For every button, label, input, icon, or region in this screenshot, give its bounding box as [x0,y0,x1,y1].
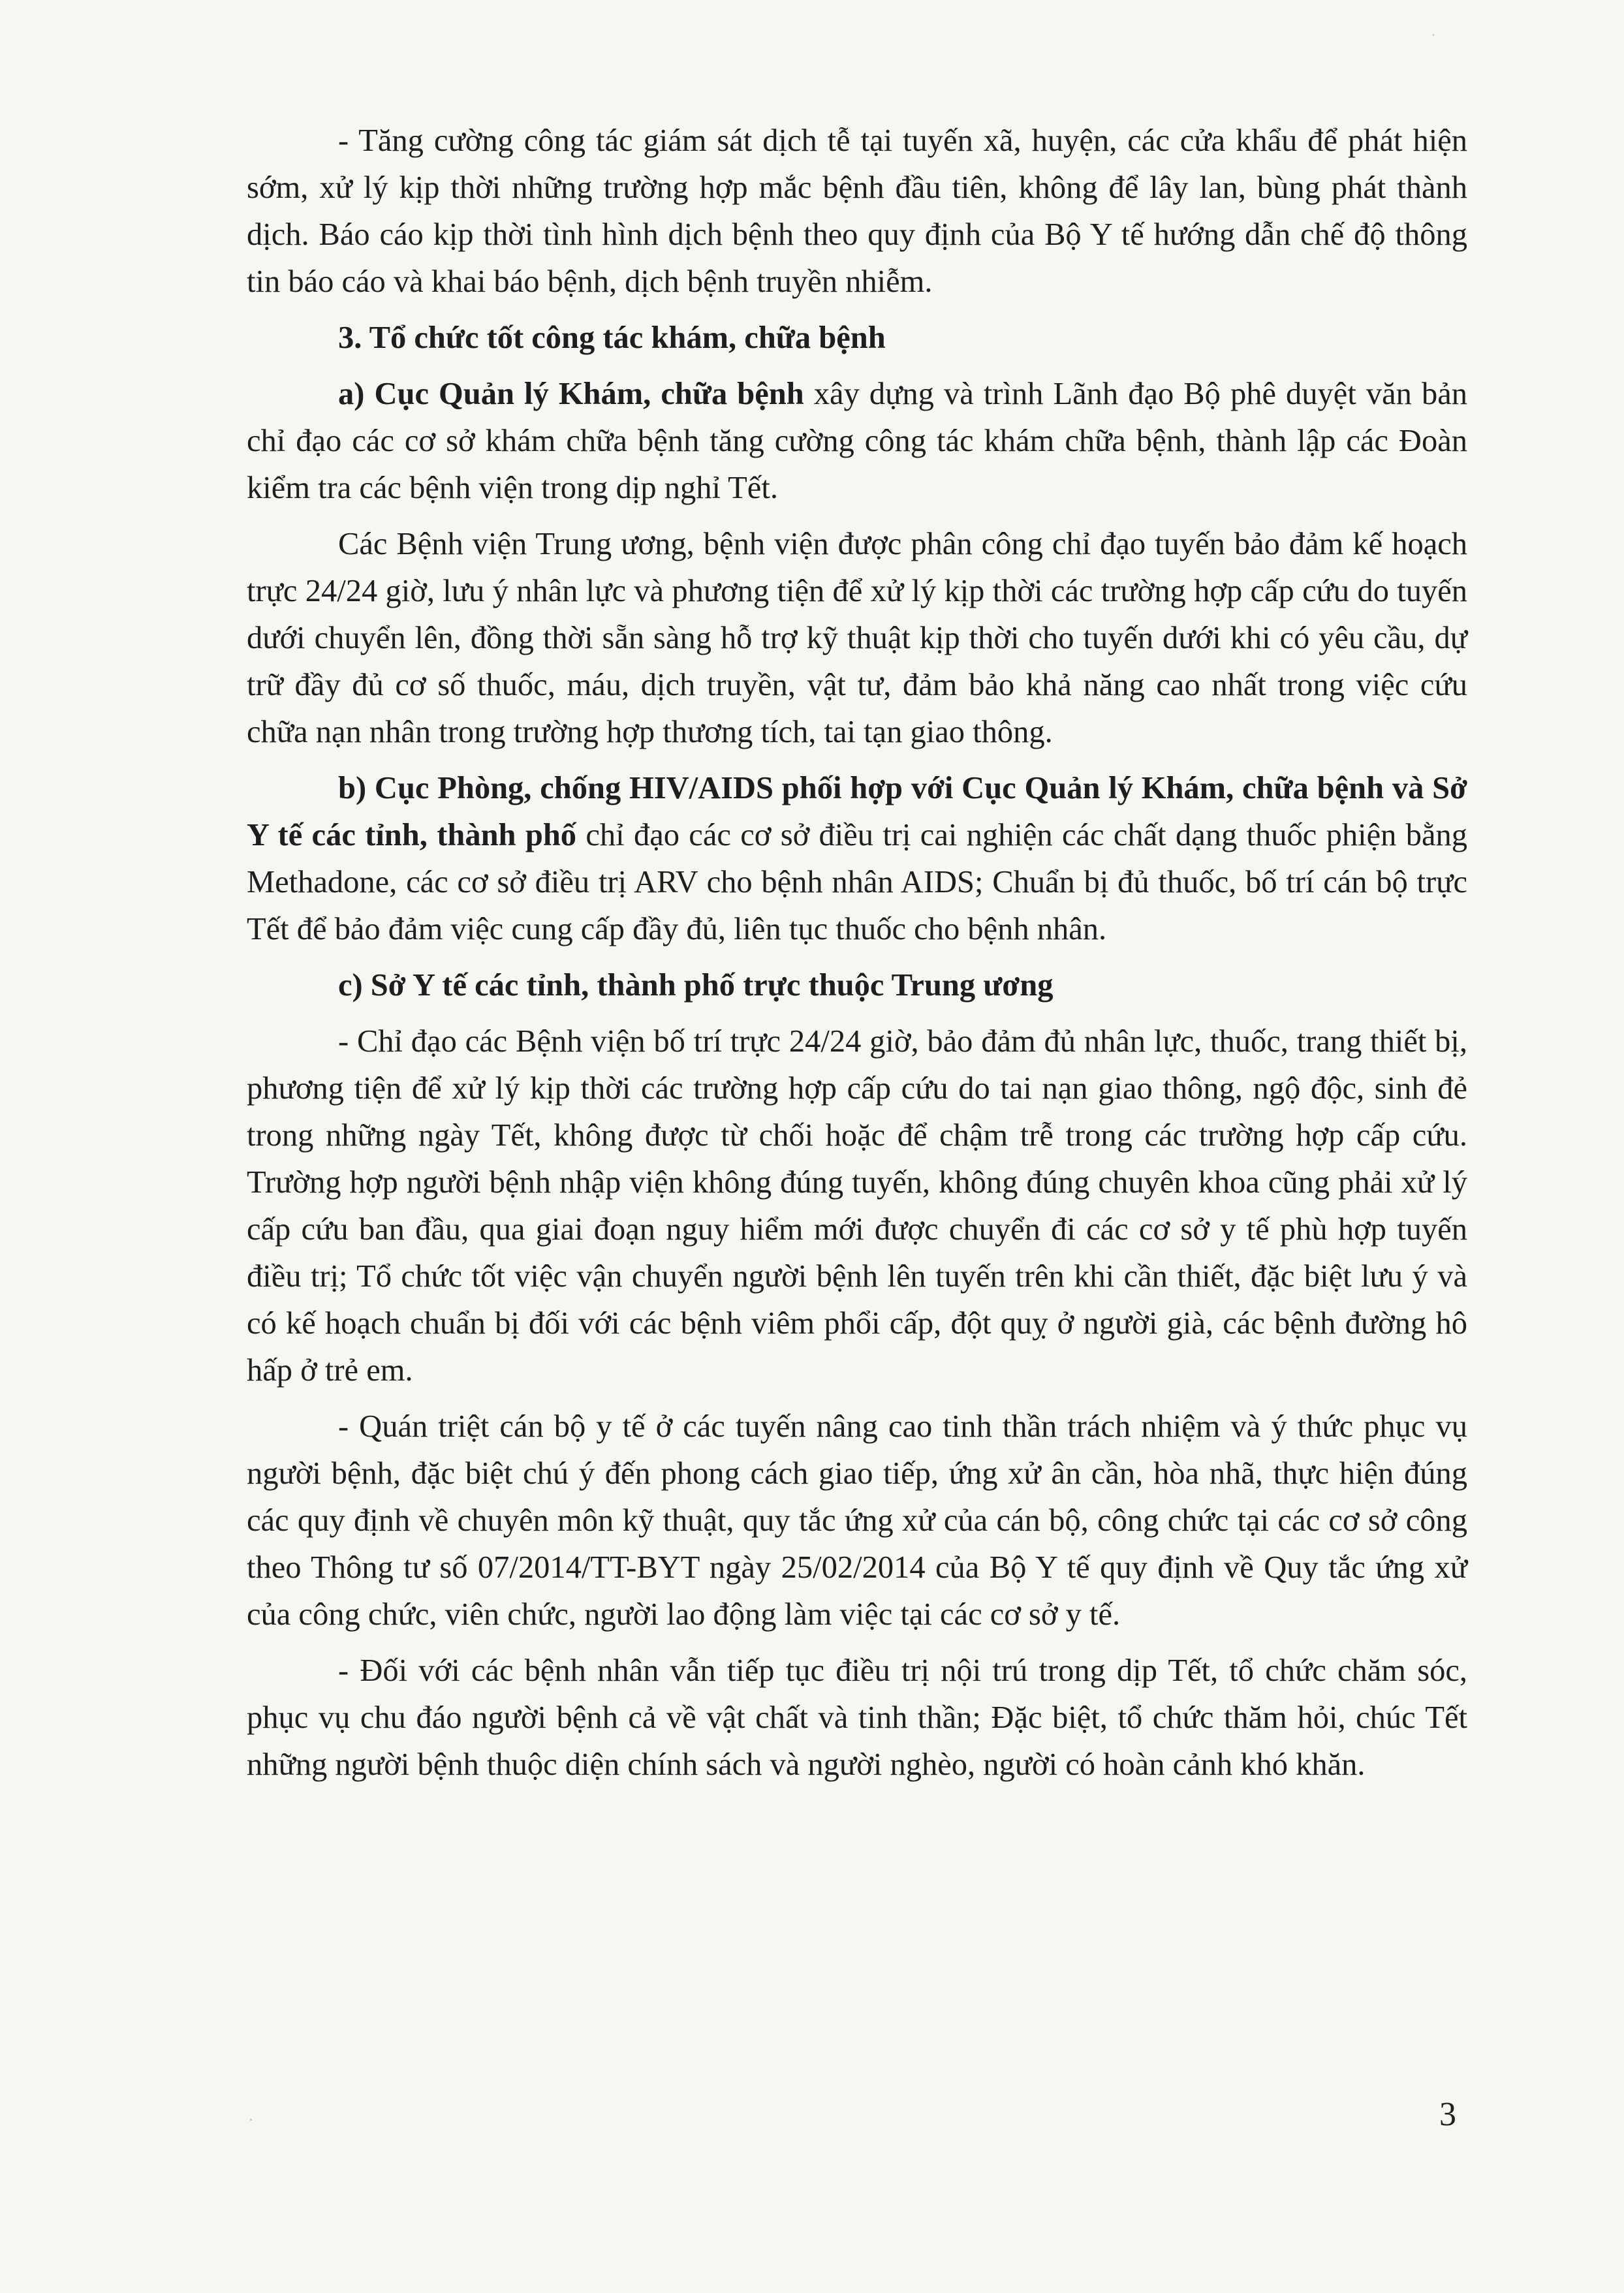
document-body [247,117,1467,1798]
paragraph-surveillance: - Tăng cường công tác giám sát dịch tễ tại tuyến xã, huyện, các cửa khẩu để phát hiện sớm, xử lý kịp thời những trường hợp mắc bệnh đầu tiên, không để lây lan, bùng phát thành dịch. Báo cáo kịp thời tình hình dịch bệnh theo quy định của Bộ Y tế hướng dẫn chế độ thông tin báo cáo và khai báo bệnh, dịch bệnh truyền nhiễm. [247,123,1467,299]
scan-artifact [1433,34,1434,36]
page-number: 3 [1439,2096,1456,2133]
paragraph-c-1: - Chỉ đạo các Bệnh viện bố trí trực 24/24 giờ, bảo đảm đủ nhân lực, thuốc, trang thiết bị, phương tiện để xử lý kịp thời các trường hợp cấp cứu do tai nạn giao thông, ngộ độc, sinh đẻ trong những ngày Tết, không được từ chối hoặc để chậm trễ trong các trường hợp cấp cứu. Trường hợp người bệnh nhập viện không đúng tuyến, không đúng chuyên khoa cũng phải xử lý cấp cứu ban đầu, qua giai đoạn nguy hiểm mới được chuyển đi các cơ sở y tế phù hợp tuyến điều trị; Tổ chức tốt việc vận chuyển người bệnh lên tuyến trên khi cần thiết, đặc biệt lưu ý và có kế hoạch chuẩn bị đối với các bệnh viêm phổi cấp, đột quỵ ở người già, các bệnh đường hô hấp ở trẻ em. [247,1024,1467,1388]
paragraph-c-3: - Đối với các bệnh nhân vẫn tiếp tục điều trị nội trú trong dịp Tết, tổ chức chăm sóc, phục vụ chu đáo người bệnh cả về vật chất và tinh thần; Đặc biệt, tổ chức thăm hỏi, chúc Tết những người bệnh thuộc diện chính sách và người nghèo, người có hoàn cảnh khó khăn. [247,1653,1467,1782]
paragraph-b-lead: b) Cục Phòng, chống HIV/AIDS phối hợp với Cục Quản lý Khám, chữa bệnh và Sở Y tế các tỉnh, thành phố [247,771,1467,852]
subheading-c: c) Sở Y tế các tỉnh, thành phố trực thuộc Trung ương [338,968,1054,1003]
paragraph-c-2: - Quán triệt cán bộ y tế ở các tuyến nâng cao tinh thần trách nhiệm và ý thức phục vụ người bệnh, đặc biệt chú ý đến phong cách giao tiếp, ứng xử ân cần, hòa nhã, thực hiện đúng các quy định về chuyên môn kỹ thuật, quy tắc ứng xử của cán bộ, công chức tại các cơ sở công theo Thông tư số 07/2014/TT-BYT ngày 25/02/2014 của Bộ Y tế quy định về Quy tắc ứng xử của công chức, viên chức, người lao động làm việc tại các cơ sở y tế. [247,1409,1467,1632]
paragraph-central-hospitals: Các Bệnh viện Trung ương, bệnh viện được phân công chỉ đạo tuyến bảo đảm kế hoạch trực 24/24 giờ, lưu ý nhân lực và phương tiện để xử lý kịp thời các trường hợp cấp cứu do tuyến dưới chuyển lên, đồng thời sẵn sàng hỗ trợ kỹ thuật kịp thời cho tuyến dưới khi có yêu cầu, dự trữ đầy đủ cơ số thuốc, máu, dịch truyền, vật tư, đảm bảo khả năng cao nhất trong việc cứu chữa nạn nhân trong trường hợp thương tích, tai tạn giao thông. [247,527,1467,749]
scan-artifact [250,2119,252,2121]
paragraph-a: a) Cục Quản lý Khám, chữa bệnh xây dựng và trình Lãnh đạo Bộ phê duyệt văn bản chỉ đạo các cơ sở khám chữa bệnh tăng cường công tác khám chữa bệnh, thành lập các Đoàn kiểm tra các bệnh viện trong dịp nghỉ Tết. [247,377,1467,505]
paragraph-b: b) Cục Phòng, chống HIV/AIDS phối hợp với Cục Quản lý Khám, chữa bệnh và Sở Y tế các tỉnh, thành phố chỉ đạo các cơ sở điều trị cai nghiện các chất dạng thuốc phiện bằng Methadone, các cơ sở điều trị ARV cho bệnh nhân AIDS; Chuẩn bị đủ thuốc, bố trí cán bộ trực Tết để bảo đảm việc cung cấp đầy đủ, liên tục thuốc cho bệnh nhân. [247,771,1467,946]
paragraph-a-lead: a) Cục Quản lý Khám, chữa bệnh [338,377,804,411]
section-heading-3: 3. Tổ chức tốt công tác khám, chữa bệnh [338,320,886,355]
